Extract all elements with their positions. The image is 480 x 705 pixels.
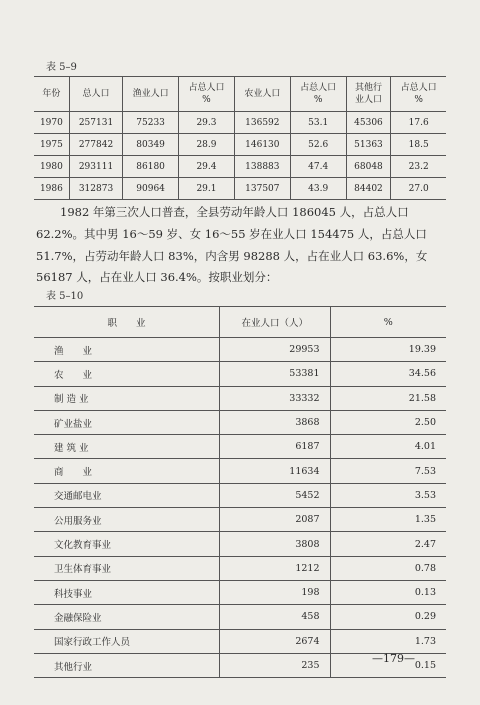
table-cell: 45306 [346, 112, 391, 134]
table-cell: 51363 [346, 134, 391, 156]
percent-cell: 34.56 [330, 362, 446, 386]
table-cell: 1975 [34, 134, 69, 156]
table-row [34, 410, 446, 434]
paragraph-line: 56187 人，占在业人口 36.4%。按职业划分： [36, 270, 278, 284]
table-cell: 293111 [69, 156, 122, 178]
column-header: 年份 [34, 77, 69, 112]
table-header-row [34, 307, 446, 338]
table-cell: 18.5 [391, 134, 446, 156]
table-cell: 138883 [234, 156, 290, 178]
table-cell: 80349 [123, 134, 179, 156]
table-cell: 43.9 [290, 178, 346, 200]
occupation-cell: 其他行业 [34, 653, 220, 677]
table-cell: 29.3 [179, 112, 235, 134]
percent-cell: 19.39 [330, 338, 446, 362]
occupation-cell: 制 造 业 [34, 386, 220, 410]
employed-count-cell: 2087 [220, 508, 331, 532]
table-cell: 29.1 [179, 178, 235, 200]
table-cell: 53.1 [290, 112, 346, 134]
table-row [34, 338, 446, 362]
occupation-cell: 卫生体育事业 [34, 556, 220, 580]
table-row [34, 532, 446, 556]
table-row [34, 386, 446, 410]
column-header-employed: 在业人口（人） [220, 307, 331, 338]
percent-cell: 21.58 [330, 386, 446, 410]
table-cell: 29.4 [179, 156, 235, 178]
column-header: 渔业人口 [123, 77, 179, 112]
percent-cell: 2.47 [330, 532, 446, 556]
table-row [34, 483, 446, 507]
column-header: 总人口 [69, 77, 122, 112]
employed-count-cell: 3808 [220, 532, 331, 556]
employed-count-cell: 2674 [220, 629, 331, 653]
percent-cell: 2.50 [330, 410, 446, 434]
table-row [34, 580, 446, 604]
table-cell: 146130 [234, 134, 290, 156]
table-5-9-caption: 表 5–9 [46, 62, 77, 73]
employed-count-cell: 6187 [220, 435, 331, 459]
table-cell: 17.6 [391, 112, 446, 134]
percent-cell: 7.53 [330, 459, 446, 483]
paragraph-line: 1982 年第三次人口普查，全县劳动年龄人口 186045 人，占总人口 [60, 205, 409, 219]
table-cell: 90964 [123, 178, 179, 200]
table-cell: 27.0 [391, 178, 446, 200]
page-number: —179— [372, 652, 415, 665]
employed-count-cell: 1212 [220, 556, 331, 580]
table-cell: 277842 [69, 134, 122, 156]
table-row [34, 556, 446, 580]
table-row [34, 362, 446, 386]
employed-count-cell: 29953 [220, 338, 331, 362]
occupation-cell: 农 业 [34, 362, 220, 386]
table-cell: 84402 [346, 178, 391, 200]
employed-count-cell: 33332 [220, 386, 331, 410]
percent-cell: 1.73 [330, 629, 446, 653]
table-row [34, 435, 446, 459]
occupation-cell: 金融保险业 [34, 605, 220, 629]
table-cell: 75233 [123, 112, 179, 134]
column-header: 占总人口 % [391, 77, 446, 112]
table-cell: 1970 [34, 112, 69, 134]
column-header: 农业人口 [234, 77, 290, 112]
occupation-cell: 国家行政工作人员 [34, 629, 220, 653]
percent-cell: 0.15 [330, 653, 446, 677]
occupation-cell: 公用服务业 [34, 508, 220, 532]
paragraph-line: 62.2%。其中男 16～59 岁、女 16～55 岁在业人口 154475 人，占总人口 [36, 227, 427, 241]
occupation-cell: 渔 业 [34, 338, 220, 362]
occupation-cell: 建 筑 业 [34, 435, 220, 459]
table-row [34, 459, 446, 483]
occupation-cell: 商 业 [34, 459, 220, 483]
percent-cell: 4.01 [330, 435, 446, 459]
employed-count-cell: 11634 [220, 459, 331, 483]
table-cell: 137507 [234, 178, 290, 200]
column-header-occupation: 职 业 [34, 307, 220, 338]
table-cell: 52.6 [290, 134, 346, 156]
table-row [34, 508, 446, 532]
table-cell: 68048 [346, 156, 391, 178]
table-header-row [34, 77, 446, 112]
occupation-cell: 交通邮电业 [34, 483, 220, 507]
table-cell: 257131 [69, 112, 122, 134]
table-cell: 28.9 [179, 134, 235, 156]
percent-cell: 3.53 [330, 483, 446, 507]
employed-count-cell: 5452 [220, 483, 331, 507]
percent-cell: 1.35 [330, 508, 446, 532]
occupation-cell: 科技事业 [34, 580, 220, 604]
employed-count-cell: 53381 [220, 362, 331, 386]
percent-cell: 0.29 [330, 605, 446, 629]
employed-count-cell: 458 [220, 605, 331, 629]
table-row [34, 629, 446, 653]
column-header: 占总人口 % [290, 77, 346, 112]
table-cell: 136592 [234, 112, 290, 134]
table-5-10-caption: 表 5–10 [46, 291, 84, 302]
column-header: 占总人口 % [179, 77, 235, 112]
table-cell: 1980 [34, 156, 69, 178]
paragraph-line: 51.7%，占劳动年龄人口 83%，内含男 98288 人，占在业人口 63.6%，女 [36, 249, 428, 263]
table-row [34, 156, 446, 178]
occupation-cell: 矿业盐业 [34, 410, 220, 434]
percent-cell: 0.13 [330, 580, 446, 604]
employed-count-cell: 235 [220, 653, 331, 677]
column-header: 其他行 业人口 [346, 77, 391, 112]
table-cell: 1986 [34, 178, 69, 200]
table-cell: 47.4 [290, 156, 346, 178]
employed-count-cell: 3868 [220, 410, 331, 434]
population-by-year-table [34, 76, 446, 200]
employment-by-occupation-table [34, 306, 446, 678]
table-row [34, 112, 446, 134]
occupation-cell: 文化教育事业 [34, 532, 220, 556]
table-cell: 86180 [123, 156, 179, 178]
column-header-percent: % [330, 307, 446, 338]
table-row [34, 134, 446, 156]
employed-count-cell: 198 [220, 580, 331, 604]
percent-cell: 0.78 [330, 556, 446, 580]
table-cell: 23.2 [391, 156, 446, 178]
table-row [34, 605, 446, 629]
table-row [34, 178, 446, 200]
table-cell: 312873 [69, 178, 122, 200]
